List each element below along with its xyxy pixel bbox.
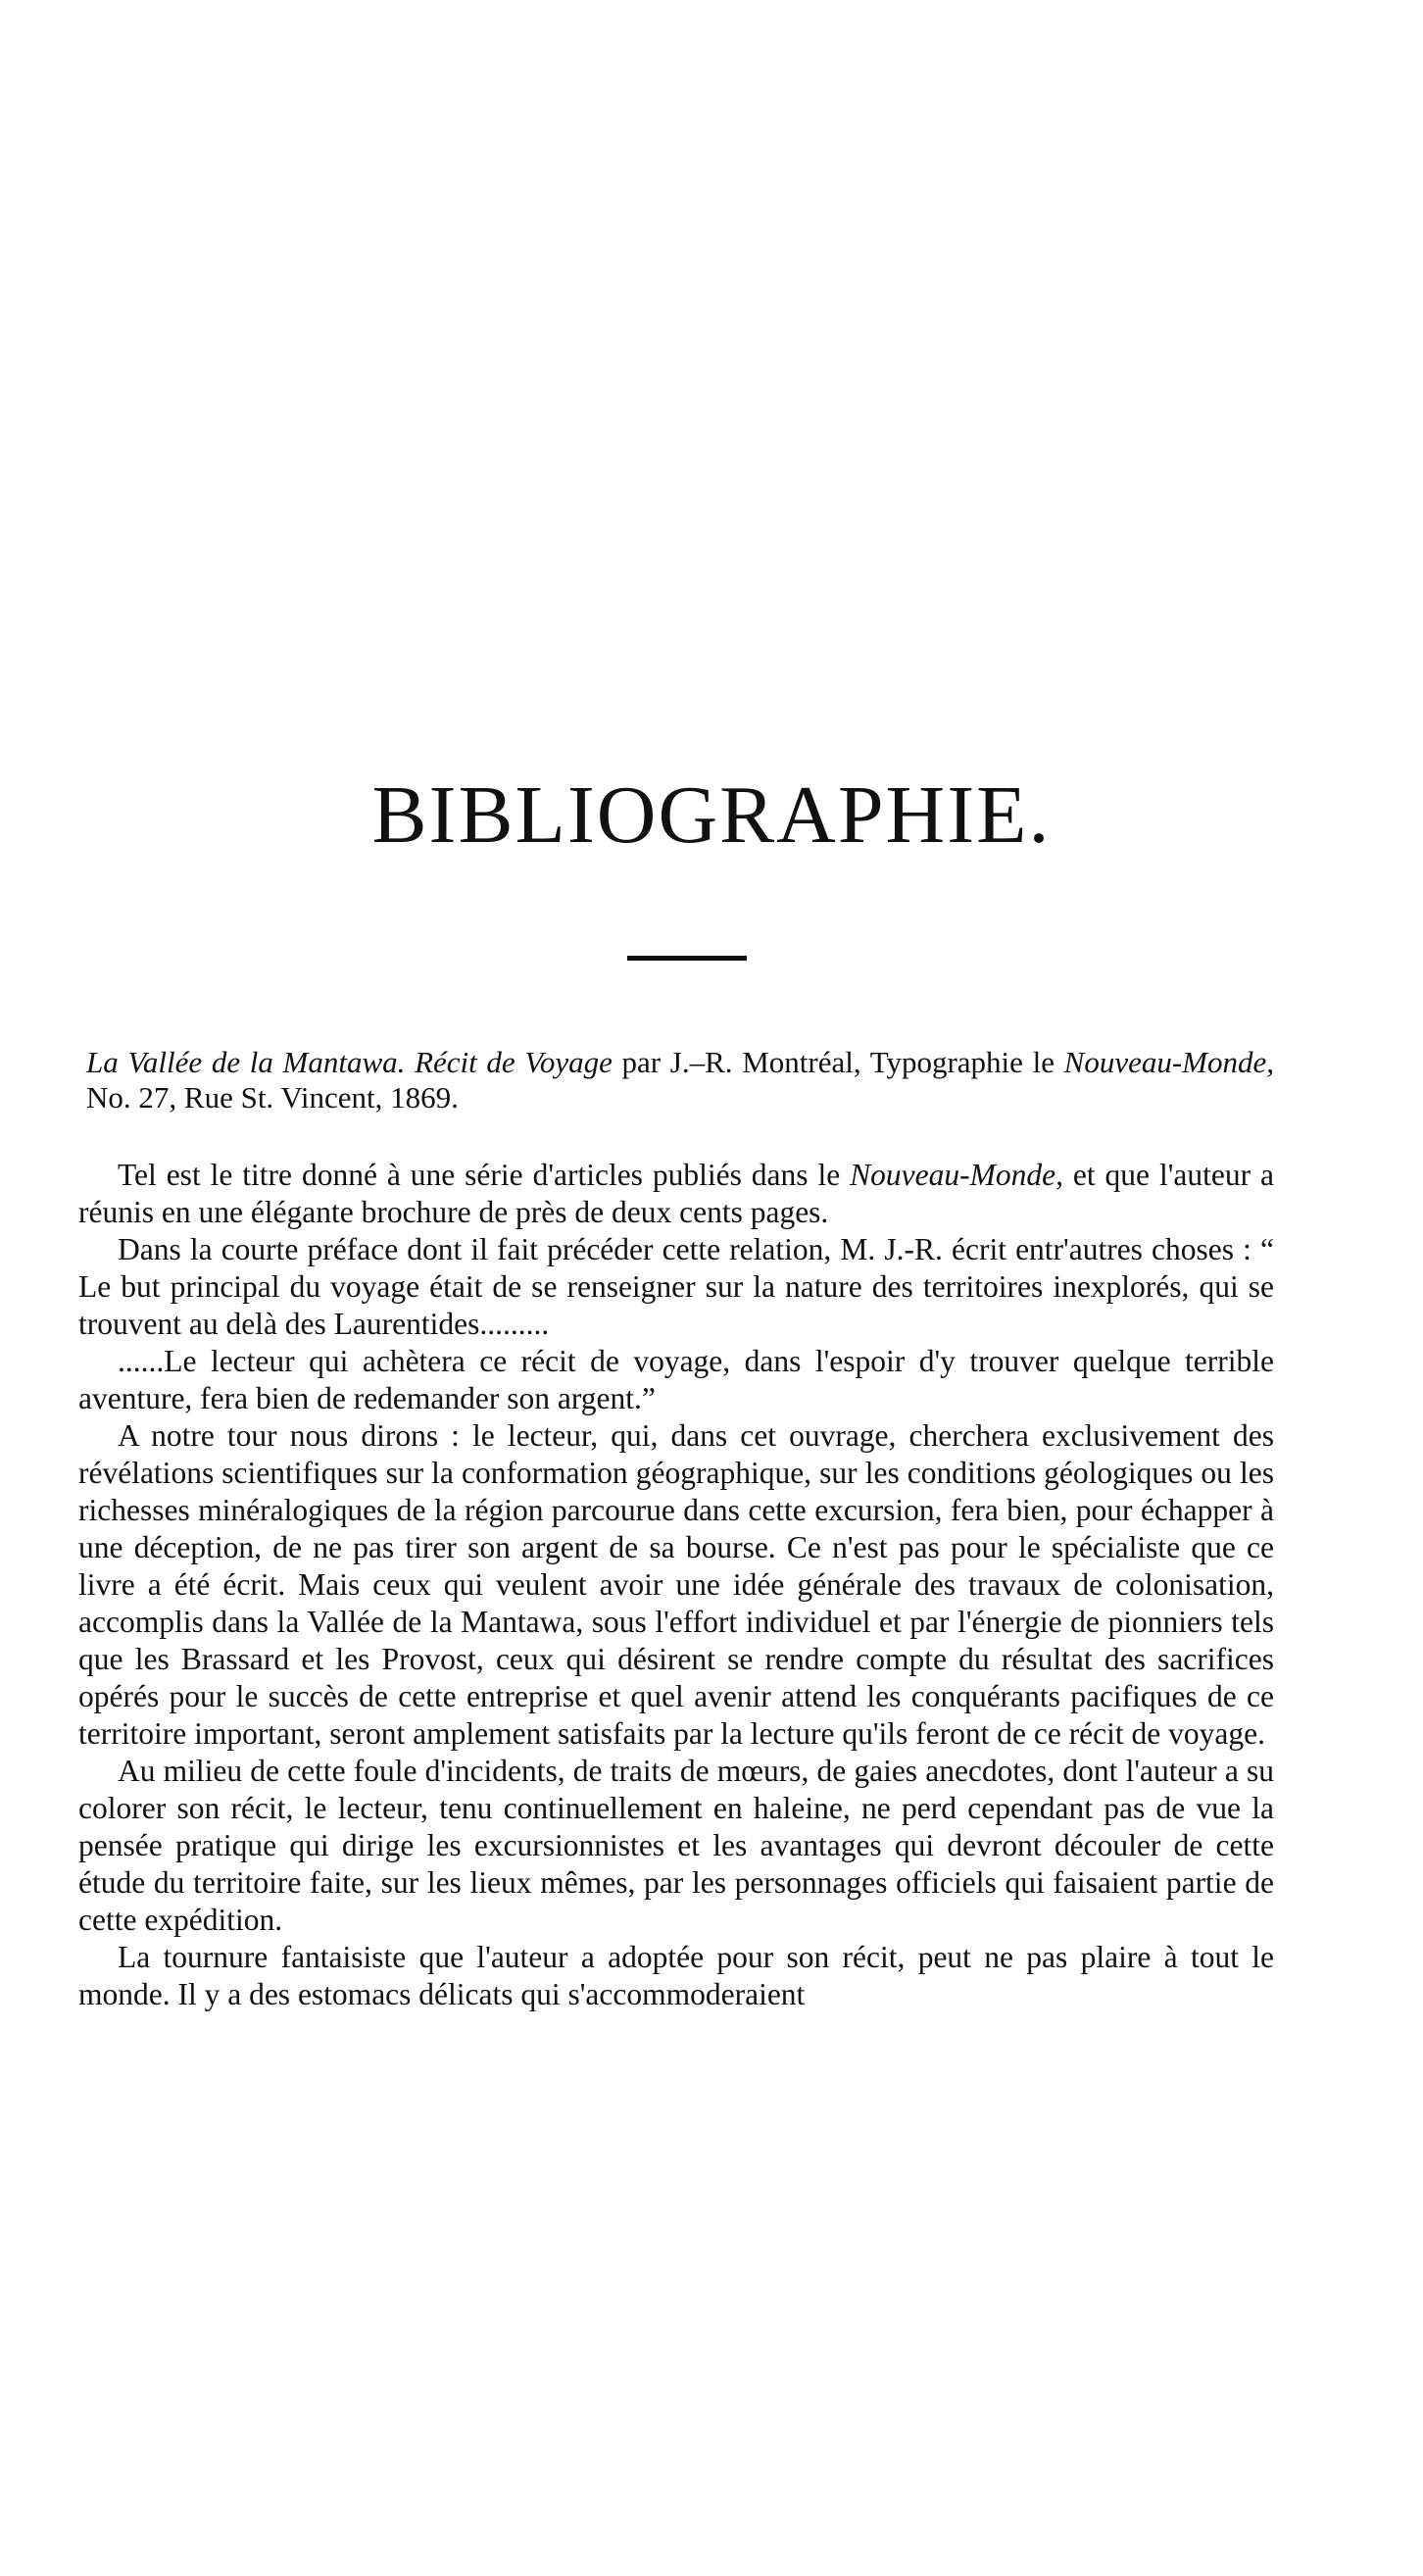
paragraph-3: ......Le lecteur qui achètera ce récit de voyage, dans l'espoir d'y trouver quelque terrible aventure, fera bien de redemander son argent.” <box>78 1344 1274 1415</box>
citation-publisher: Nouveau-Monde, <box>1063 1045 1274 1079</box>
paragraph-2: Dans la courte préface dont il fait précéder cette relation, M. J.-R. écrit entr'autres choses : “ Le but principal du voyage était de se renseigner sur la nature des territoires inexplorés, qui se trouvent au delà des Laurentides......... <box>78 1232 1274 1341</box>
book-citation <box>86 1045 1274 1115</box>
paragraph-1 <box>78 1157 1274 1231</box>
paragraph-5: Au milieu de cette foule d'incidents, de traits de mœurs, de gaies anecdotes, dont l'auteur a su colorer son récit, le lecteur, tenu continuellement en haleine, ne perd cependant pas de vue la pensée pratique qui dirige les excursionnistes et les avantages qui devront découler de cette étude du territoire faite, sur les lieux mêmes, par les personnages officiels qui faisaient partie de cette expédition. <box>78 1754 1274 1937</box>
paragraph-6: La tournure fantaisiste que l'auteur a adoptée pour son récit, peut ne pas plaire à tout le monde. Il y a des estomacs délicats qui s'accommoderaient <box>78 1940 1274 2011</box>
paragraph-1-italic: Nouveau-Monde, <box>850 1158 1063 1192</box>
paragraph-4: A notre tour nous dirons : le lecteur, qui, dans cet ouvrage, cherchera exclusivement des révélations scientifiques sur la conformation géographique, sur les conditions géologiques ou les richesses minéralogiques de la région parcourue dans cette excursion, fera bien, pour échapper à une déception, de ne pas tirer son argent de sa bourse. Ce n'est pas pour le spécialiste que ce livre a été écrit. Mais ceux qui veulent avoir une idée générale des travaux de colonisation, accomplis dans la Vallée de la Mantawa, sous l'effort individuel et par l'énergie de pionniers tels que les Brassard et les Provost, ceux qui désirent se rendre compte du résultat des sacrifices opérés pour le succès de cette entreprise et quel avenir attend les conquérants pacifiques de ce territoire important, seront amplement satisfaits par la lecture qu'ils feront de ce récit de voyage. <box>78 1418 1274 1751</box>
page-title: BIBLIOGRAPHIE. <box>371 769 1052 861</box>
title-divider <box>627 956 747 961</box>
citation-text-2: No. 27, Rue St. Vincent, 1869. <box>86 1080 459 1115</box>
citation-book-title: La Vallée de la Mantawa. <box>86 1045 406 1079</box>
review-body <box>78 1157 1274 2013</box>
citation-text-1: par J.–R. Montréal, Typographie le <box>612 1045 1064 1079</box>
citation-subtitle: Récit de Voyage <box>415 1045 613 1079</box>
paragraph-1-start: Tel est le titre donné à une série d'articles publiés dans le <box>118 1158 851 1192</box>
paragraph-1-end: et que l'auteur a réunis en une élégante brochure de près de deux cents pages. <box>78 1158 1274 1229</box>
